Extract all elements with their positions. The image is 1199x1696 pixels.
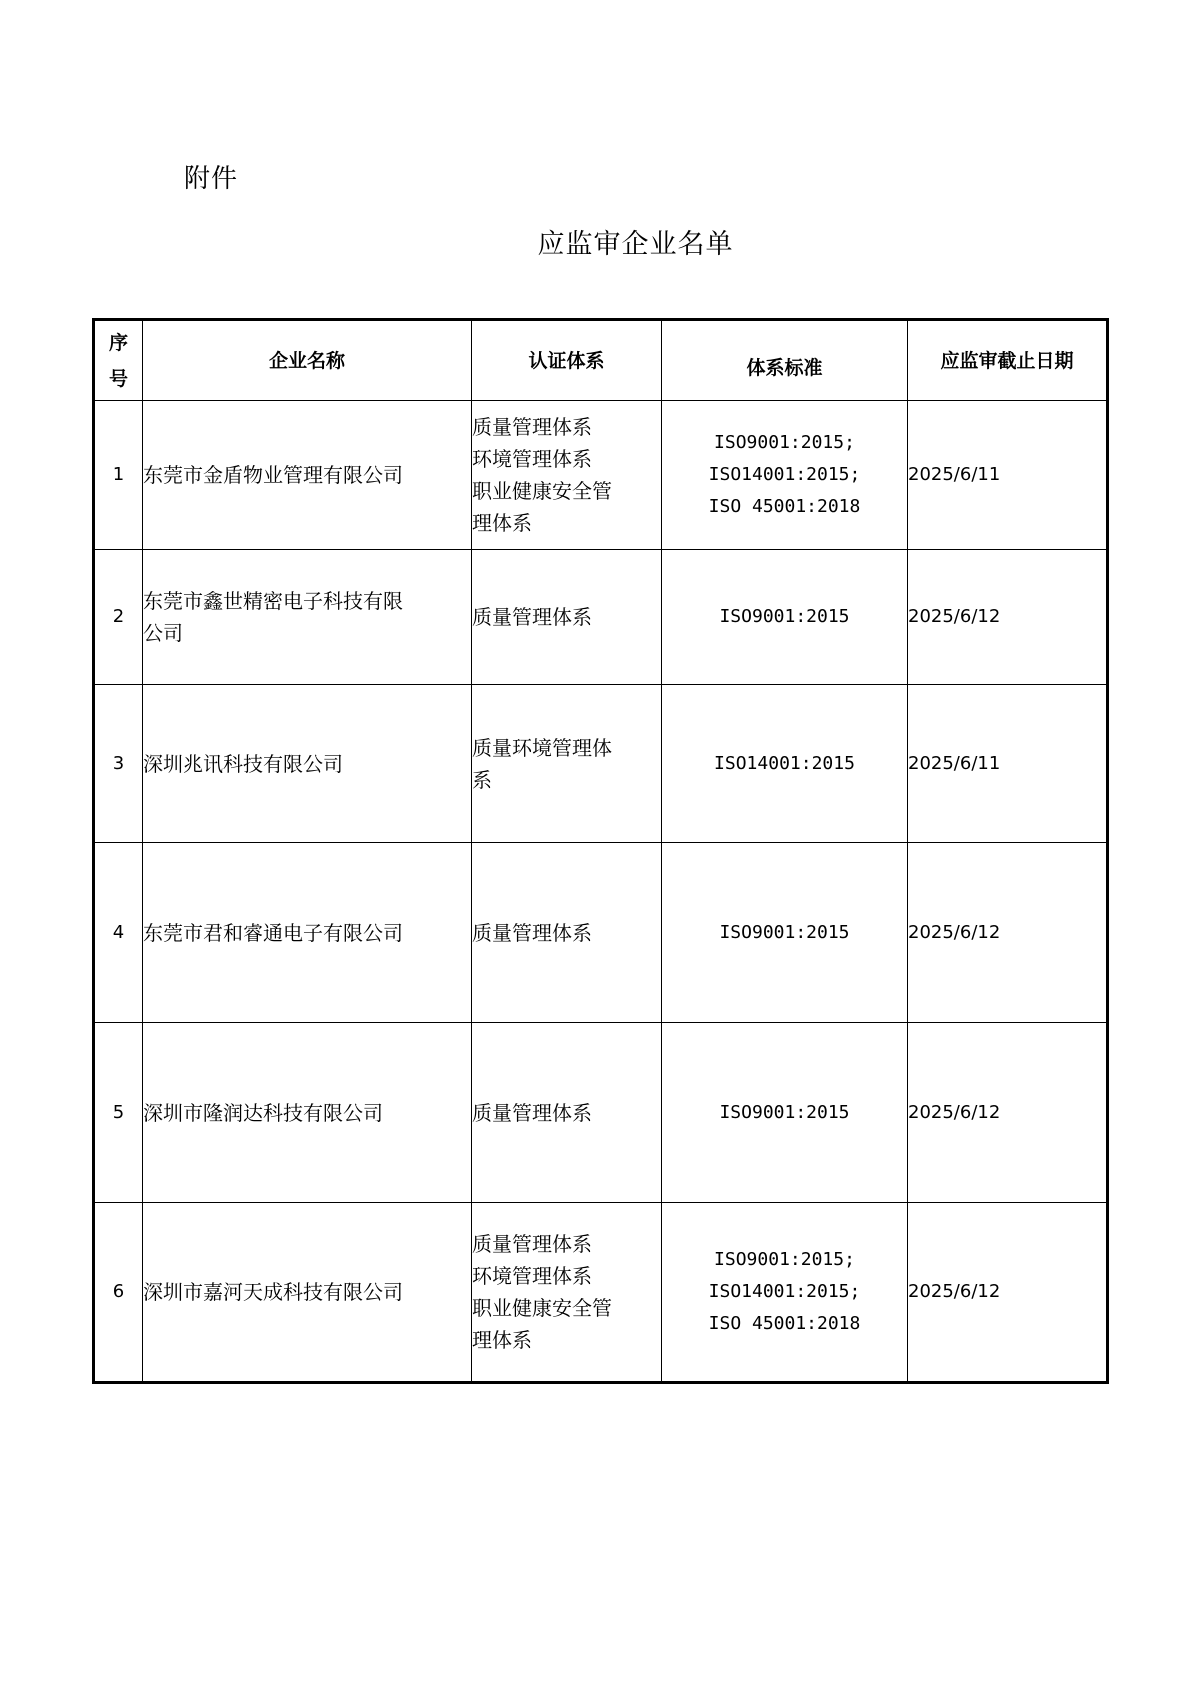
- standard-line: ISO9001:2015: [719, 606, 850, 627]
- system-standard: [662, 1023, 908, 1203]
- system-line: 质量管理体系: [472, 920, 592, 945]
- company-name: [143, 843, 472, 1023]
- standard-line: ISO9001:2015: [719, 921, 850, 943]
- table-row: [94, 685, 1108, 843]
- header-index-bottom: 号: [108, 367, 128, 390]
- certification-system: [472, 550, 662, 685]
- company-name-line: 公司: [143, 621, 183, 645]
- company-name: [143, 1023, 472, 1203]
- audit-deadline: 2025/6/11: [908, 401, 1108, 550]
- company-name-line: 东莞市鑫世精密电子科技有限: [143, 589, 403, 613]
- audit-deadline: 2025/6/12: [908, 550, 1108, 685]
- system-line: 职业健康安全管: [472, 479, 612, 503]
- table-row: [94, 1203, 1108, 1383]
- certification-system: [472, 401, 662, 550]
- company-name-line: 深圳市隆润达科技有限公司: [143, 1100, 383, 1125]
- system-line: 环境管理体系: [472, 1264, 592, 1288]
- system-line: 系: [472, 767, 492, 792]
- system-standard: [662, 685, 908, 843]
- system-line: 环境管理体系: [472, 447, 592, 471]
- standard-line: ISO 45001:2018: [708, 1313, 861, 1334]
- enterprise-table: [92, 318, 1109, 1384]
- system-standard: [662, 401, 908, 550]
- attachment-label: 附件: [184, 164, 239, 194]
- company-name-line: 深圳市嘉河天成科技有限公司: [143, 1280, 403, 1304]
- standard-line: ISO9001:2015: [719, 1101, 850, 1123]
- company-name: [143, 685, 472, 843]
- row-index: 2: [94, 550, 143, 685]
- row-index: 4: [94, 843, 143, 1023]
- standard-line: ISO14001:2015;: [708, 1281, 861, 1302]
- row-index: 3: [94, 685, 143, 843]
- company-name: [143, 401, 472, 550]
- certification-system: [472, 1023, 662, 1203]
- header-index: [94, 320, 143, 401]
- row-index: 1: [94, 401, 143, 550]
- audit-deadline: 2025/6/11: [908, 685, 1108, 843]
- system-standard: [662, 550, 908, 685]
- system-line: 理体系: [472, 511, 532, 535]
- system-standard: [662, 843, 908, 1023]
- table-row: [94, 401, 1108, 550]
- system-line: 质量管理体系: [472, 1100, 592, 1125]
- standard-line: ISO 45001:2018: [708, 496, 861, 517]
- table-header-row: [94, 320, 1108, 401]
- company-name-line: 东莞市金盾物业管理有限公司: [143, 463, 403, 487]
- standard-line: ISO14001:2015;: [708, 464, 861, 485]
- company-name-line: 深圳兆讯科技有限公司: [143, 751, 343, 776]
- audit-deadline: 2025/6/12: [908, 843, 1108, 1023]
- system-standard: [662, 1203, 908, 1383]
- system-line: 职业健康安全管: [472, 1296, 612, 1320]
- certification-system: [472, 1203, 662, 1383]
- certification-system: [472, 685, 662, 843]
- header-index-top: 序: [108, 331, 128, 354]
- header-deadline: 应监审截止日期: [908, 320, 1108, 401]
- company-name-line: 东莞市君和睿通电子有限公司: [143, 920, 403, 945]
- standard-line: ISO14001:2015: [714, 752, 855, 774]
- header-company: 企业名称: [143, 320, 472, 401]
- company-name: [143, 1203, 472, 1383]
- table-row: [94, 550, 1108, 685]
- system-line: 质量管理体系: [472, 605, 592, 629]
- header-standard: 体系标准: [662, 320, 908, 401]
- company-name: [143, 550, 472, 685]
- document-title: 应监审企业名单: [537, 229, 734, 260]
- system-line: 理体系: [472, 1328, 532, 1352]
- row-index: 6: [94, 1203, 143, 1383]
- table-row: [94, 843, 1108, 1023]
- header-system: 认证体系: [472, 320, 662, 401]
- row-index: 5: [94, 1023, 143, 1203]
- audit-deadline: 2025/6/12: [908, 1203, 1108, 1383]
- certification-system: [472, 843, 662, 1023]
- standard-line: ISO9001:2015;: [714, 432, 855, 453]
- standard-line: ISO9001:2015;: [714, 1249, 855, 1270]
- system-line: 质量环境管理体: [472, 735, 612, 760]
- audit-deadline: 2025/6/12: [908, 1023, 1108, 1203]
- system-line: 质量管理体系: [472, 415, 592, 439]
- table-row: [94, 1023, 1108, 1203]
- system-line: 质量管理体系: [472, 1232, 592, 1256]
